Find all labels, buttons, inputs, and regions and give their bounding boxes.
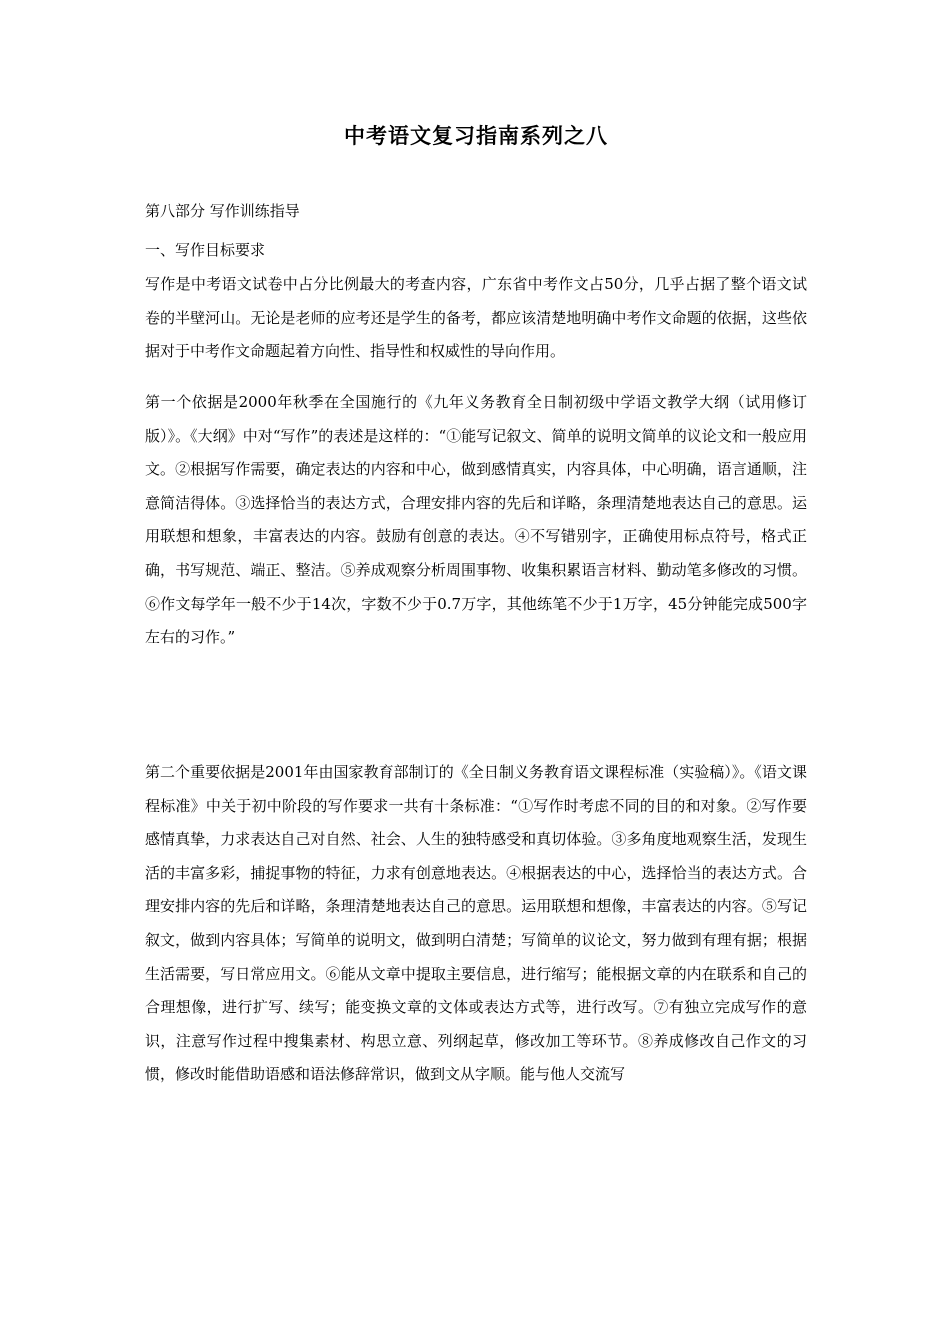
paragraph-second-basis: 第二个重要依据是2001年由国家教育部制订的《全日制义务教育语文课程标准（实验稿）》。《语文课程标准》中关于初中阶段的写作要求一共有十条标准：“①写作时考虑不同的目的和对象。②写作要感情真挚，力求表达自己对自然、社会、人生的独特感受和真切体验。③多角度地观察生活，发现生活的丰富多彩，捕捉事物的特征，力求有创意地表达。④根据表达的中心，选择恰当的表达方式。合理安排内容的先后和详略，条理清楚地表达自己的意思。运用联想和想像，丰富表达的内容。⑤写记叙文，做到内容具体；写简单的说明文，做到明白清楚；写简单的议论文，努力做到有理有据；根据生活需要，写日常应用文。⑥能从文章中提取主要信息，进行缩写；能根据文章的内在联系和自己的合理想像，进行扩写、续写；能变换文章的文体或表达方式等，进行改写。⑦有独立完成写作的意识，注意写作过程中搜集素材、构思立意、列纲起草，修改加工等环节。⑧养成修改自己作文的习惯，修改时能借助语感和语法修辞常识，做到文从字顺。能与他人交流写 [145,763,807,1084]
section-heading: 第八部分 写作训练指导 [145,202,300,220]
paragraph-first-basis: 第一个依据是2000年秋季在全国施行的《九年义务教育全日制初级中学语文教学大纲（试用修订版）》。《大纲》中对“写作”的表述是这样的：“①能写记叙文、简单的说明文简单的议论文和一般应用文。②根据写作需要，确定表达的内容和中心，做到感情真实，内容具体，中心明确，语言通顺，注意简洁得体。③选择恰当的表达方式，合理安排内容的先后和详略，条理清楚地表达自己的意思。运用联想和想象，丰富表达的内容。鼓励有创意的表达。④不写错别字，正确使用标点符号，格式正确，书写规范、端正、整洁。⑤养成观察分析周围事物、收集积累语言材料、勤动笔多修改的习惯。⑥作文每学年一般不少于14次，字数不少于0.7万字，其他练笔不少于1万字，45分钟能完成500字左右的习作。” [145,393,807,647]
paragraph-intro: 写作是中考语文试卷中占分比例最大的考查内容，广东省中考作文占50分，几乎占据了整个语文试卷的半壁河山。无论是老师的应考还是学生的备考，都应该清楚地明确中考作文命题的依据，这些依据对于中考作文命题起着方向性、指导性和权威性的导向作用。 [145,275,807,361]
subsection-heading: 一、写作目标要求 [145,241,266,259]
document-title: 中考语文复习指南系列之八 [344,123,608,148]
